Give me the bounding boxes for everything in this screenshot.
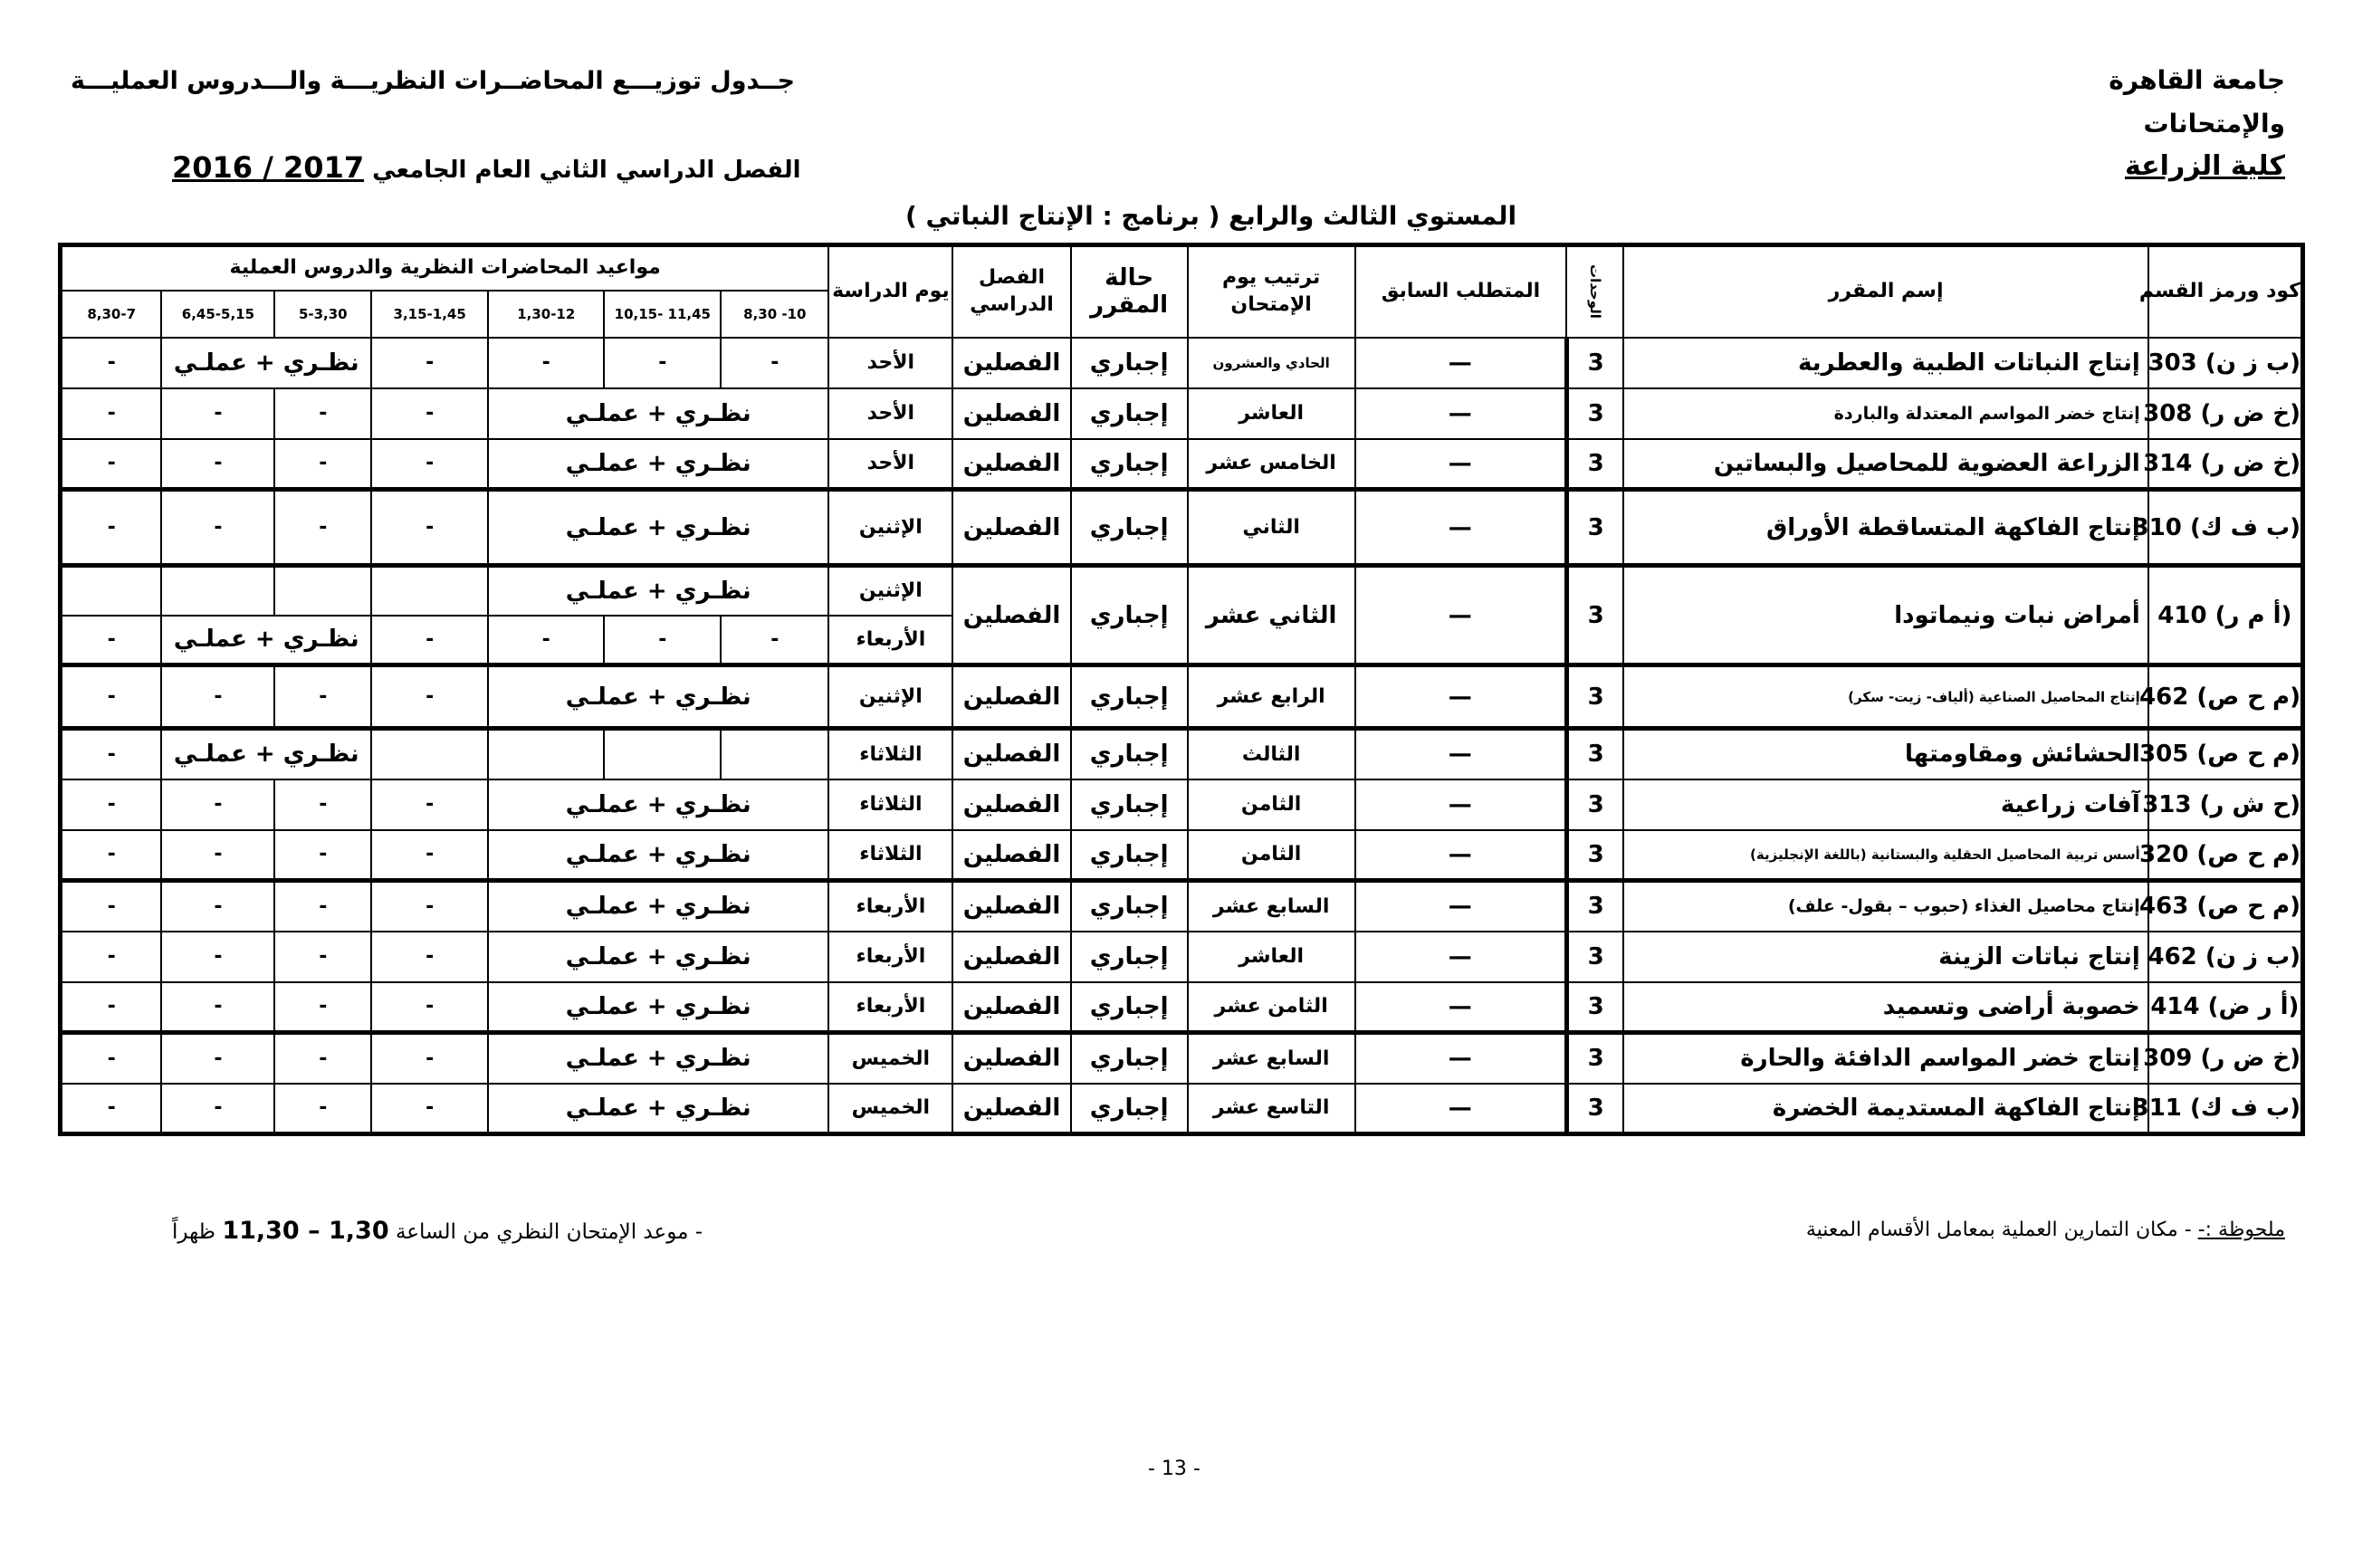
empty-slot [61, 566, 162, 616]
course-units: 3 [1566, 566, 1623, 665]
page-number: - 13 - [1148, 1458, 1200, 1480]
empty-slot: - [371, 881, 488, 932]
study-day: الثلاثاء [828, 729, 952, 779]
empty-slot: - [371, 439, 488, 490]
col-status-header: حالة المقرر [1071, 245, 1188, 338]
exam-order: السابع عشر [1188, 1033, 1355, 1084]
empty-slot: - [604, 338, 721, 388]
prerequisite: — [1355, 439, 1567, 490]
empty-slot: - [274, 982, 371, 1033]
exam-time-note [172, 1217, 703, 1245]
empty-slot: - [371, 616, 488, 665]
theory-practical-slot: نظـري + عملـي [488, 566, 828, 616]
empty-slot: - [371, 779, 488, 830]
empty-slot: - [371, 490, 488, 566]
course-code: (ب ز ن) 462 [2148, 932, 2303, 982]
exam-time: 11,30 – 1,30 [222, 1217, 389, 1245]
empty-slot: - [161, 881, 274, 932]
empty-slot: - [274, 490, 371, 566]
course-name: إنتاج خضر المواسم الدافئة والحارة [1623, 1033, 2147, 1084]
col-name-header: إسم المقرر [1623, 245, 2147, 338]
study-day: الأربعاء [828, 616, 952, 665]
exam-order: العاشر [1188, 932, 1355, 982]
study-day: الإثنين [828, 665, 952, 729]
course-status: إجباري [1071, 779, 1188, 830]
course-code: (م ح ص) 320 [2148, 830, 2303, 881]
theory-practical-slot: نظـري + عملـي [488, 830, 828, 881]
prerequisite: — [1355, 665, 1567, 729]
exam-order: الثالث [1188, 729, 1355, 779]
theory-practical-slot: نظـري + عملـي [488, 490, 828, 566]
table-row [61, 1033, 2303, 1084]
empty-slot: - [61, 665, 162, 729]
course-status: إجباري [1071, 490, 1188, 566]
empty-slot: - [371, 830, 488, 881]
empty-slot: - [274, 388, 371, 439]
prerequisite: — [1355, 566, 1567, 665]
table-row [61, 830, 2303, 881]
exam-order: الخامس عشر [1188, 439, 1355, 490]
time-slot-header: 8,30-7 [61, 291, 162, 338]
prerequisite: — [1355, 779, 1567, 830]
course-name: إنتاج المحاصيل الصناعية (ألياف- زيت- سكر) [1623, 665, 2147, 729]
col-prereq-header: المتطلب السابق [1355, 245, 1567, 338]
course-name: إنتاج النباتات الطبية والعطرية [1623, 338, 2147, 388]
course-name: الحشائش ومقاومتها [1623, 729, 2147, 779]
empty-slot: - [721, 338, 828, 388]
empty-slot: - [161, 779, 274, 830]
semester: الفصلين [952, 566, 1070, 665]
course-code: (خ ض ر) 308 [2148, 388, 2303, 439]
exam-order: الثامن عشر [1188, 982, 1355, 1033]
theory-practical-slot: نظـري + عملـي [488, 881, 828, 932]
exam-order: الحادي والعشرون [1188, 338, 1355, 388]
semester: الفصلين [952, 665, 1070, 729]
course-code: (أ ر ض) 414 [2148, 982, 2303, 1033]
course-units: 3 [1566, 665, 1623, 729]
exam-order: التاسع عشر [1188, 1084, 1355, 1134]
empty-slot: - [161, 1033, 274, 1084]
course-units: 3 [1566, 881, 1623, 932]
col-exam-order-header: ترتيب يوم الإمتحان [1188, 245, 1355, 338]
course-code: (ب ف ك) 311 [2148, 1084, 2303, 1134]
study-day: الأحد [828, 439, 952, 490]
empty-slot: - [371, 388, 488, 439]
course-name: آفات زراعية [1623, 779, 2147, 830]
study-day: الخميس [828, 1033, 952, 1084]
empty-slot [371, 729, 488, 779]
empty-slot: - [274, 830, 371, 881]
prerequisite: — [1355, 338, 1567, 388]
table-row [61, 881, 2303, 932]
exam-order: العاشر [1188, 388, 1355, 439]
course-code: (ح ش ر) 313 [2148, 779, 2303, 830]
semester: الفصلين [952, 830, 1070, 881]
course-status: إجباري [1071, 1084, 1188, 1134]
exam-order: الثامن [1188, 830, 1355, 881]
course-name: خصوبة أراضى وتسميد [1623, 982, 2147, 1033]
semester: الفصلين [952, 1084, 1070, 1134]
empty-slot: - [161, 830, 274, 881]
table-row [61, 338, 2303, 388]
course-code: (خ ض ر) 314 [2148, 439, 2303, 490]
time-slot-header: 11,45 -10,15 [604, 291, 721, 338]
theory-practical-slot: نظـري + عملـي [161, 729, 371, 779]
course-units: 3 [1566, 1084, 1623, 1134]
study-day: الثلاثاء [828, 830, 952, 881]
table-row [61, 729, 2303, 779]
prerequisite: — [1355, 490, 1567, 566]
empty-slot: - [61, 388, 162, 439]
study-day: الإثنين [828, 566, 952, 616]
empty-slot: - [274, 779, 371, 830]
course-units: 3 [1566, 932, 1623, 982]
semester: الفصلين [952, 982, 1070, 1033]
note-label [1806, 1219, 2285, 1241]
empty-slot: - [604, 616, 721, 665]
exam-order: الثاني [1188, 490, 1355, 566]
semester: الفصلين [952, 881, 1070, 932]
time-slot-header: 5-3,30 [274, 291, 371, 338]
empty-slot: - [61, 439, 162, 490]
empty-slot: - [61, 1033, 162, 1084]
exam-order: الرابع عشر [1188, 665, 1355, 729]
course-status: إجباري [1071, 932, 1188, 982]
course-code: (م ح ص) 463 [2148, 881, 2303, 932]
course-units: 3 [1566, 982, 1623, 1033]
semester: الفصلين [952, 1033, 1070, 1084]
empty-slot: - [161, 665, 274, 729]
empty-slot: - [371, 1084, 488, 1134]
course-name: أسس تربية المحاصيل الحقلية والبستانية (باللغة الإنجليزية) [1623, 830, 2147, 881]
empty-slot: - [61, 490, 162, 566]
term-line [172, 150, 801, 185]
time-slot-header: 10- 8,30 [721, 291, 828, 338]
prerequisite: — [1355, 388, 1567, 439]
empty-slot [721, 729, 828, 779]
theory-practical-slot: نظـري + عملـي [488, 439, 828, 490]
course-units: 3 [1566, 338, 1623, 388]
course-status: إجباري [1071, 566, 1188, 665]
faculty-name: كلية الزراعة [2124, 150, 2285, 182]
empty-slot: - [274, 881, 371, 932]
course-name: أمراض نبات ونيماتودا [1623, 566, 2147, 665]
col-units-header [1566, 245, 1623, 338]
exam-suffix: ظهراً [172, 1220, 223, 1244]
empty-slot: - [61, 881, 162, 932]
course-name: إنتاج خضر المواسم المعتدلة والباردة [1623, 388, 2147, 439]
semester: الفصلين [952, 729, 1070, 779]
empty-slot: - [161, 932, 274, 982]
study-day: الأربعاء [828, 881, 952, 932]
course-status: إجباري [1071, 388, 1188, 439]
table-row [61, 388, 2303, 439]
exam-order: الثاني عشر [1188, 566, 1355, 665]
course-status: إجباري [1071, 1033, 1188, 1084]
empty-slot: - [61, 779, 162, 830]
empty-slot: - [61, 830, 162, 881]
col-day-header: يوم الدراسة [828, 245, 952, 338]
semester: الفصلين [952, 490, 1070, 566]
study-day: الأربعاء [828, 982, 952, 1033]
course-status: إجباري [1071, 338, 1188, 388]
course-code: (م ح ص) 305 [2148, 729, 2303, 779]
course-name: إنتاج الفاكهة المستديمة الخضرة [1623, 1084, 2147, 1134]
academic-year: 2016 / 2017 [172, 150, 365, 185]
col-schedule-header: مواعيد المحاضرات النظرية والدروس العملية [61, 245, 829, 291]
empty-slot: - [371, 338, 488, 388]
empty-slot: - [488, 338, 604, 388]
empty-slot: - [61, 982, 162, 1033]
course-code: (ب ف ك) 310 [2148, 490, 2303, 566]
empty-slot [161, 566, 274, 616]
empty-slot: - [274, 439, 371, 490]
empty-slot: - [161, 388, 274, 439]
theory-practical-slot: نظـري + عملـي [488, 932, 828, 982]
study-day: الأحد [828, 388, 952, 439]
course-code: (أ م ر) 410 [2148, 566, 2303, 665]
course-status: إجباري [1071, 665, 1188, 729]
course-name: إنتاج نباتات الزينة [1623, 932, 2147, 982]
table-row [61, 439, 2303, 490]
course-name: إنتاج محاصيل الغذاء (حبوب – بقول- علف) [1623, 881, 2147, 932]
col-code-header: كود ورمز القسم [2148, 245, 2303, 338]
course-status: إجباري [1071, 439, 1188, 490]
course-status: إجباري [1071, 729, 1188, 779]
table-row [61, 982, 2303, 1033]
empty-slot [604, 729, 721, 779]
theory-practical-slot: نظـري + عملـي [488, 982, 828, 1033]
university-name: جامعة القاهرة [2109, 65, 2285, 95]
semester: الفصلين [952, 932, 1070, 982]
exam-order: الثامن [1188, 779, 1355, 830]
theory-practical-slot: نظـري + عملـي [488, 388, 828, 439]
table-row [61, 1084, 2303, 1134]
time-slot-header: 6,45-5,15 [161, 291, 274, 338]
prerequisite: — [1355, 982, 1567, 1033]
empty-slot: - [161, 439, 274, 490]
empty-slot: - [161, 490, 274, 566]
exam-prefix: - موعد الإمتحان النظري من الساعة [388, 1220, 703, 1244]
theory-practical-slot: نظـري + عملـي [488, 1084, 828, 1134]
empty-slot: - [274, 1084, 371, 1134]
theory-practical-slot: نظـري + عملـي [161, 338, 371, 388]
course-units: 3 [1566, 729, 1623, 779]
theory-practical-slot: نظـري + عملـي [488, 665, 828, 729]
table-row [61, 665, 2303, 729]
course-name: إنتاج الفاكهة المتساقطة الأوراق [1623, 490, 2147, 566]
time-slot-header: 3,15-1,45 [371, 291, 488, 338]
units-label: الوحدات [1586, 264, 1603, 320]
empty-slot [274, 566, 371, 616]
program-title: المستوي الثالث والرابع ( برنامج : الإنتاج النباتي ) [905, 201, 1517, 231]
theory-practical-slot: نظـري + عملـي [488, 779, 828, 830]
course-status: إجباري [1071, 982, 1188, 1033]
exams-label: والإمتحانات [2143, 109, 2285, 139]
theory-practical-slot: نظـري + عملـي [488, 1033, 828, 1084]
term-text: الفصل الدراسي الثاني العام الجامعي [372, 157, 801, 184]
course-code: (خ ض ر) 309 [2148, 1033, 2303, 1084]
schedule-table [58, 243, 2305, 1136]
semester: الفصلين [952, 388, 1070, 439]
prerequisite: — [1355, 830, 1567, 881]
empty-slot: - [61, 338, 162, 388]
empty-slot: - [61, 1084, 162, 1134]
prerequisite: — [1355, 932, 1567, 982]
table-row [61, 779, 2303, 830]
course-units: 3 [1566, 779, 1623, 830]
empty-slot: - [61, 729, 162, 779]
study-day: الثلاثاء [828, 779, 952, 830]
course-status: إجباري [1071, 881, 1188, 932]
note-title: ملحوظة :- [2197, 1219, 2285, 1241]
page-title: جــدول توزيـــع المحاضــرات النظريـــة والـــدروس العمليـــة [71, 67, 796, 95]
col-semester-header: الفصل الدراسي [952, 245, 1070, 338]
course-code: (ب ز ن) 303 [2148, 338, 2303, 388]
empty-slot [371, 566, 488, 616]
table-row [61, 490, 2303, 566]
course-units: 3 [1566, 490, 1623, 566]
course-units: 3 [1566, 388, 1623, 439]
course-code: (م ح ص) 462 [2148, 665, 2303, 729]
table-row [61, 566, 2303, 616]
empty-slot: - [371, 932, 488, 982]
study-day: الخميس [828, 1084, 952, 1134]
empty-slot: - [488, 616, 604, 665]
semester: الفصلين [952, 439, 1070, 490]
course-units: 3 [1566, 830, 1623, 881]
empty-slot: - [371, 982, 488, 1033]
empty-slot: - [61, 932, 162, 982]
empty-slot: - [161, 1084, 274, 1134]
course-name: الزراعة العضوية للمحاصيل والبساتين [1623, 439, 2147, 490]
empty-slot: - [274, 932, 371, 982]
empty-slot [488, 729, 604, 779]
course-units: 3 [1566, 439, 1623, 490]
semester: الفصلين [952, 338, 1070, 388]
exam-order: السابع عشر [1188, 881, 1355, 932]
prerequisite: — [1355, 1084, 1567, 1134]
time-slot-header: 1,30-12 [488, 291, 604, 338]
empty-slot: - [274, 1033, 371, 1084]
empty-slot: - [161, 982, 274, 1033]
empty-slot: - [274, 665, 371, 729]
table-row [61, 932, 2303, 982]
semester: الفصلين [952, 779, 1070, 830]
empty-slot: - [371, 1033, 488, 1084]
theory-practical-slot: نظـري + عملـي [161, 616, 371, 665]
prerequisite: — [1355, 1033, 1567, 1084]
empty-slot: - [61, 616, 162, 665]
empty-slot: - [721, 616, 828, 665]
empty-slot: - [371, 665, 488, 729]
study-day: الإثنين [828, 490, 952, 566]
prerequisite: — [1355, 729, 1567, 779]
prerequisite: — [1355, 881, 1567, 932]
lab-note: - مكان التمارين العملية بمعامل الأقسام المعنية [1805, 1219, 2198, 1241]
course-status: إجباري [1071, 830, 1188, 881]
course-units: 3 [1566, 1033, 1623, 1084]
study-day: الأحد [828, 338, 952, 388]
study-day: الأربعاء [828, 932, 952, 982]
